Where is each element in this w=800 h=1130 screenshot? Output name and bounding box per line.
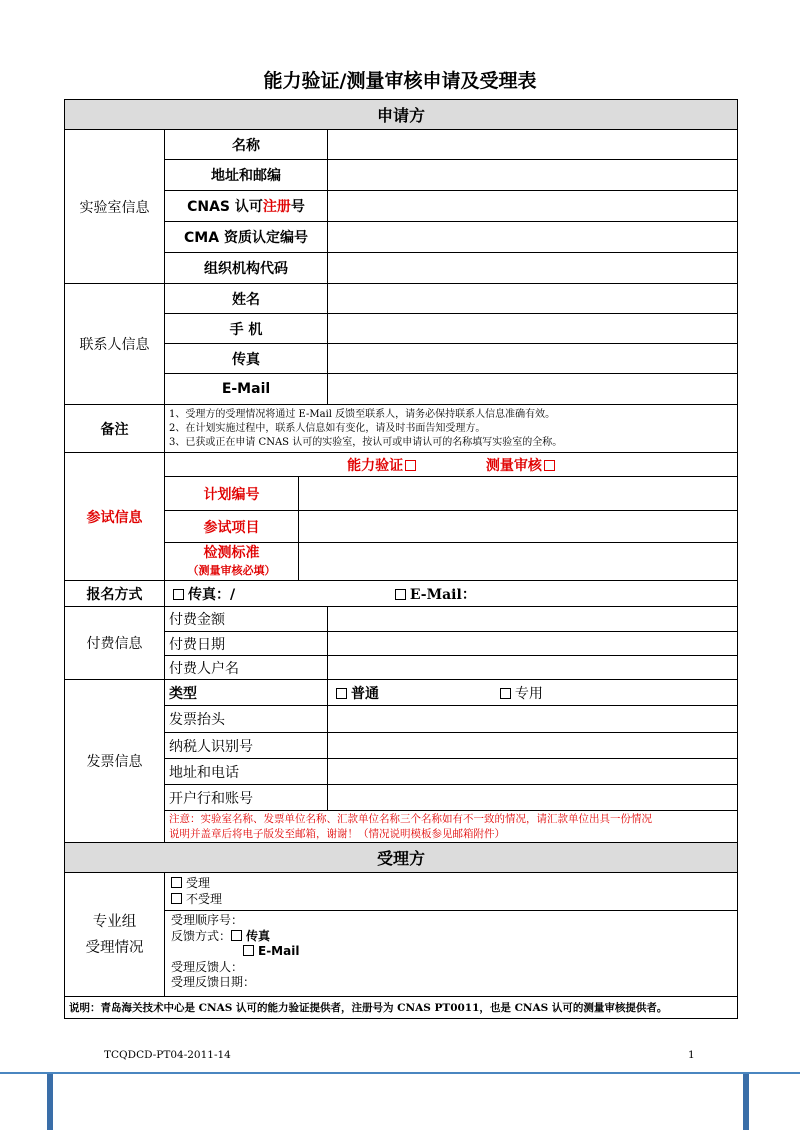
lab-name-field[interactable] (328, 130, 738, 160)
plan-number-field[interactable] (299, 477, 738, 511)
lab-name-label: 名称 (165, 130, 328, 160)
cnas-number-field[interactable] (328, 191, 738, 222)
payment-category: 付费信息 (65, 607, 165, 680)
contact-info-category: 联系人信息 (65, 284, 165, 405)
acceptor-category-line-2: 受理情况 (85, 939, 144, 956)
provider-footnote: 说明：青岛海关技术中心是 CNAS 认可的能力验证提供者，注册号为 CNAS PT0011，也是 CNAS 认可的测量审核提供者。 (65, 997, 738, 1019)
contact-mobile-label: 手 机 (165, 314, 328, 344)
cnas-number-label (165, 191, 328, 222)
option-ma-label: 测量审核 (485, 457, 542, 474)
invoice-type-options (328, 680, 738, 706)
invoice-address-label: 地址和电话 (165, 759, 328, 785)
feedback-person-label: 受理反馈人： (171, 959, 244, 974)
cnas-label-suffix: 号 (290, 199, 305, 215)
contact-name-field[interactable] (328, 284, 738, 314)
org-code-field[interactable] (328, 253, 738, 284)
right-margin-bar (743, 1074, 749, 1130)
form-title: 能力验证/测量审核申请及受理表 (263, 70, 537, 92)
payment-amount-field[interactable] (328, 607, 738, 632)
lab-info-category: 实验室信息 (65, 130, 165, 284)
contact-name-label: 姓名 (165, 284, 328, 314)
left-margin-bar (47, 1074, 53, 1130)
taxpayer-id-label: 纳税人识别号 (165, 733, 328, 759)
cma-number-label: CMA 资质认定编号 (165, 222, 328, 253)
remark-line-1: 1、受理方的受理情况将通过 E-Mail 反馈至联系人，请务必保持联系人信息准确有效。 (169, 408, 556, 420)
application-form (64, 99, 738, 1019)
invoice-normal-label: 普通 (351, 685, 379, 702)
invoice-normal-checkbox[interactable] (336, 688, 347, 699)
order-number-label: 受理顺序号： (171, 913, 244, 927)
test-standard-label (165, 543, 299, 581)
signup-email-label: E-Mail： (409, 586, 476, 603)
remarks-notes (165, 405, 738, 453)
contact-fax-field[interactable] (328, 344, 738, 374)
invoice-special-checkbox[interactable] (500, 688, 511, 699)
invoice-title-label: 发票抬头 (165, 706, 328, 733)
acceptor-category-line-1: 专业组 (92, 913, 137, 930)
signup-fax-checkbox[interactable] (173, 589, 184, 600)
accept-checkbox[interactable] (171, 877, 182, 888)
invoice-category: 发票信息 (65, 680, 165, 843)
accept-options (165, 873, 737, 911)
cnas-label-red: 注册 (262, 199, 291, 215)
applicant-section-header: 申请方 (65, 100, 738, 130)
test-standard-field[interactable] (299, 543, 738, 581)
test-standard-text: 检测标准 (203, 544, 260, 561)
reject-label: 不受理 (186, 891, 223, 906)
invoice-title-field[interactable] (328, 706, 738, 733)
invoice-note (165, 811, 738, 843)
contact-fax-label: 传真 (165, 344, 328, 374)
signup-email-checkbox[interactable] (395, 589, 406, 600)
payer-name-label: 付费人户名 (165, 656, 328, 680)
lab-address-field[interactable] (328, 160, 738, 191)
plan-number-label: 计划编号 (165, 477, 299, 511)
invoice-address-field[interactable] (328, 759, 738, 785)
test-item-field[interactable] (299, 511, 738, 543)
test-item-label: 参试项目 (165, 511, 299, 543)
option-pt-label: 能力验证 (347, 457, 404, 474)
feedback-fax-label: 传真 (246, 928, 271, 943)
page-number: 1 (688, 1049, 695, 1061)
acceptor-section-header: 受理方 (65, 843, 738, 873)
contact-mobile-field[interactable] (328, 314, 738, 344)
signup-category: 报名方式 (65, 581, 165, 607)
footer-divider (0, 1072, 800, 1074)
accept-label: 受理 (186, 876, 211, 890)
option-ma-checkbox[interactable] (544, 460, 555, 471)
test-standard-note: （测量审核必填） (187, 563, 276, 577)
cma-number-field[interactable] (328, 222, 738, 253)
org-code-label: 组织机构代码 (165, 253, 328, 284)
remark-line-2: 2、在计划实施过程中，联系人信息如有变化，请及时书面告知受理方。 (169, 422, 486, 434)
contact-email-label: E-Mail (165, 374, 328, 405)
option-pt-checkbox[interactable] (405, 460, 416, 471)
payment-date-field[interactable] (328, 632, 738, 656)
payment-date-label: 付费日期 (165, 632, 328, 656)
lab-address-label: 地址和邮编 (165, 160, 328, 191)
invoice-type-label: 类型 (165, 680, 328, 706)
payment-amount-label: 付费金额 (165, 607, 328, 632)
document-code: TCQDCD-PT04-2011-14 (104, 1049, 231, 1061)
payer-name-field[interactable] (328, 656, 738, 680)
remarks-category: 备注 (65, 405, 165, 453)
cnas-label-prefix: CNAS 认可 (187, 199, 263, 215)
contact-email-field[interactable] (328, 374, 738, 405)
feedback-email-checkbox[interactable] (243, 945, 254, 956)
invoice-special-label: 专用 (514, 685, 543, 702)
bank-account-field[interactable] (328, 785, 738, 811)
reject-checkbox[interactable] (171, 893, 182, 904)
participation-category: 参试信息 (65, 453, 165, 581)
signup-fax-label: 传真：/ (188, 586, 236, 603)
taxpayer-id-field[interactable] (328, 733, 738, 759)
feedback-email-label: E-Mail (258, 944, 300, 958)
acceptor-category (65, 873, 165, 997)
feedback-date-label: 受理反馈日期： (171, 975, 256, 989)
invoice-note-line-2: 说明并盖章后将电子版发至邮箱，谢谢！（情况说明模板参见邮箱附件） (169, 827, 505, 840)
feedback-fax-checkbox[interactable] (231, 930, 242, 941)
feedback-method-label: 反馈方式： (171, 928, 232, 943)
remark-line-3: 3、已获或正在申请 CNAS 认可的实验室，按认可或申请认可的名称填写实验室的全称。 (169, 436, 563, 448)
participation-type-options (165, 453, 738, 477)
acceptor-details (165, 873, 738, 997)
signup-options (165, 581, 738, 607)
invoice-note-line-1: 注意：实验室名称、发票单位名称、汇款单位名称三个名称如有不一致的情况，请汇款单位出具一份情况 (169, 812, 652, 825)
acceptor-feedback (165, 911, 737, 993)
bank-account-label: 开户行和账号 (165, 785, 328, 811)
